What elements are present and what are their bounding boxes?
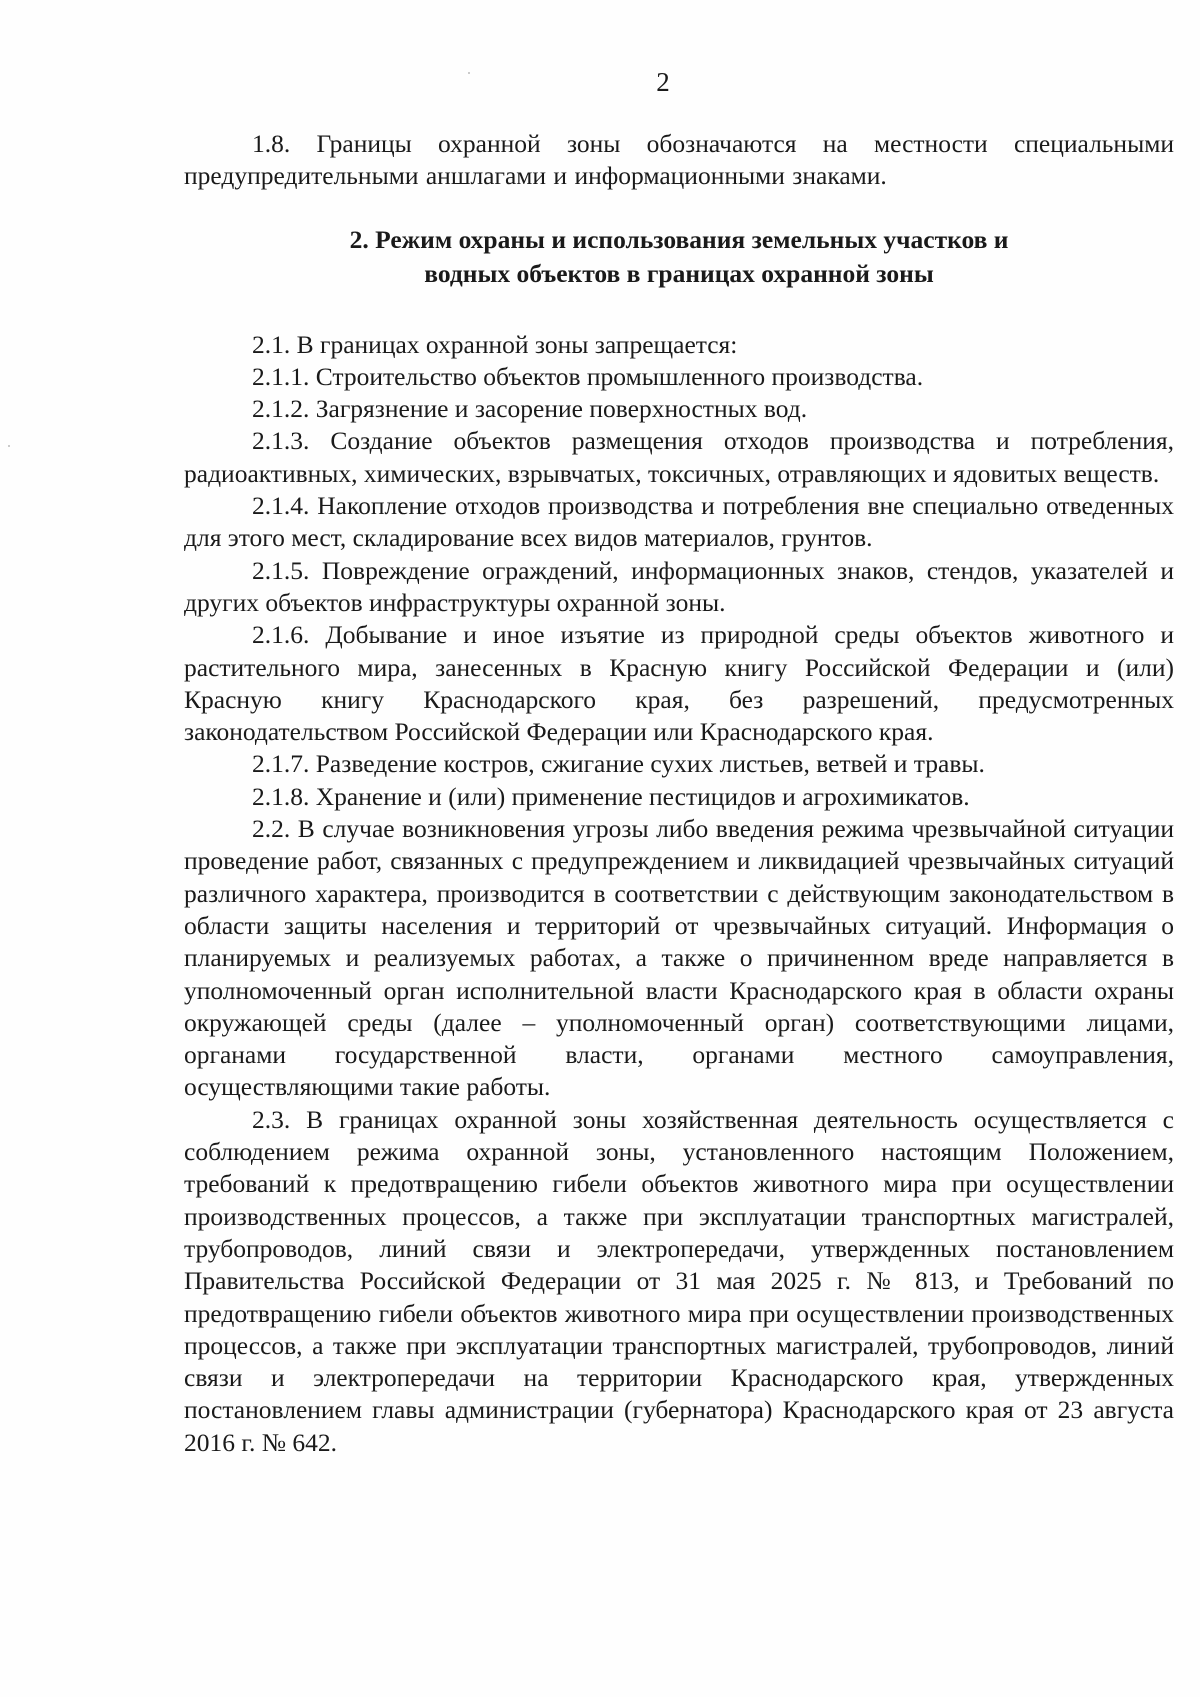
- section-heading: [184, 223, 1174, 291]
- paragraph-2-2: 2.2. В случае возникновения угрозы либо введения режима чрезвычайной ситуации проведение работ, связанных с предупреждением и ликвидацией чрезвычайных ситуаций различного характера, производится в соответствии с действующим законодательством в области защиты населения и территорий от чрезвычайных ситуаций. Информация о планируемых и реализуемых работах, а также о причиненном вреде направляется в уполномоченный орган исполнительной власти Краснодарского края в области охраны окружающей среды (далее – уполномоченный орган) соответствующими лицами, органами государственной власти, органами местного самоуправления, осуществляющими такие работы.: [184, 814, 1174, 1102]
- scan-speck: [8, 445, 10, 447]
- paragraph-2-1: 2.1. В границах охранной зоны запрещается:: [252, 329, 738, 359]
- paragraph-2-1-3: 2.1.3. Создание объектов размещения отходов производства и потребления, радиоактивных, химических, взрывчатых, токсичных, отравляющих и ядовитых веществ.: [184, 426, 1174, 488]
- paragraph-2-1-2: 2.1.2. Загрязнение и засорение поверхностных вод.: [252, 394, 808, 424]
- paragraph-1-8: 1.8. Границы охранной зоны обозначаются на местности специальными предупредительными аншлагами и информационными знаками.: [184, 129, 1174, 191]
- paragraph-2-1-8: 2.1.8. Хранение и (или) применение пестицидов и агрохимикатов.: [252, 781, 970, 811]
- page-number: 2: [656, 67, 670, 97]
- document-body: [184, 128, 1174, 1459]
- paragraph-2-1-6: 2.1.6. Добывание и иное изъятие из природной среды объектов животного и растительного мира, занесенных в Красную книгу Российской Федерации и (или) Красную книгу Краснодарского края, без разрешений, предусмотренных законодательством Российской Федерации или Краснодарского края.: [184, 620, 1174, 747]
- paragraph-2-3: 2.3. В границах охранной зоны хозяйственная деятельность осуществляется с соблюдением режима охранной зоны, установленного настоящим Положением, требований к предотвращению гибели объектов животного мира при осуществлении производственных процессов, а также при эксплуатации транспортных магистралей, трубопроводов, линий связи и электропередачи, утвержденных постановлением Правительства Российской Федерации от 31 мая 2025 г. № 813, и Требований по предотвращению гибели объектов животного мира при осуществлении производственных процессов, а также при эксплуатации транспортных магистралей, трубопроводов, линий связи и электропередачи на территории Краснодарского края, утвержденных постановлением главы администрации (губернатора) Краснодарского края от 23 августа 2016 г. № 642.: [184, 1104, 1174, 1457]
- paragraph-2-1-4: 2.1.4. Накопление отходов производства и потребления вне специально отведенных для этого мест, складирование всех видов материалов, грунтов.: [184, 491, 1174, 553]
- paragraph-2-1-1: 2.1.1. Строительство объектов промышленного производства.: [252, 361, 924, 391]
- paragraph-2-1-7: 2.1.7. Разведение костров, сжигание сухих листьев, ветвей и травы.: [252, 749, 985, 779]
- paragraph-2-1-5: 2.1.5. Повреждение ограждений, информационных знаков, стендов, указателей и других объектов инфраструктуры охранной зоны.: [184, 555, 1174, 617]
- section-heading-line-1: 2. Режим охраны и использования земельных участков и: [349, 224, 1009, 254]
- section-heading-line-2: водных объектов в границах охранной зоны: [424, 258, 934, 288]
